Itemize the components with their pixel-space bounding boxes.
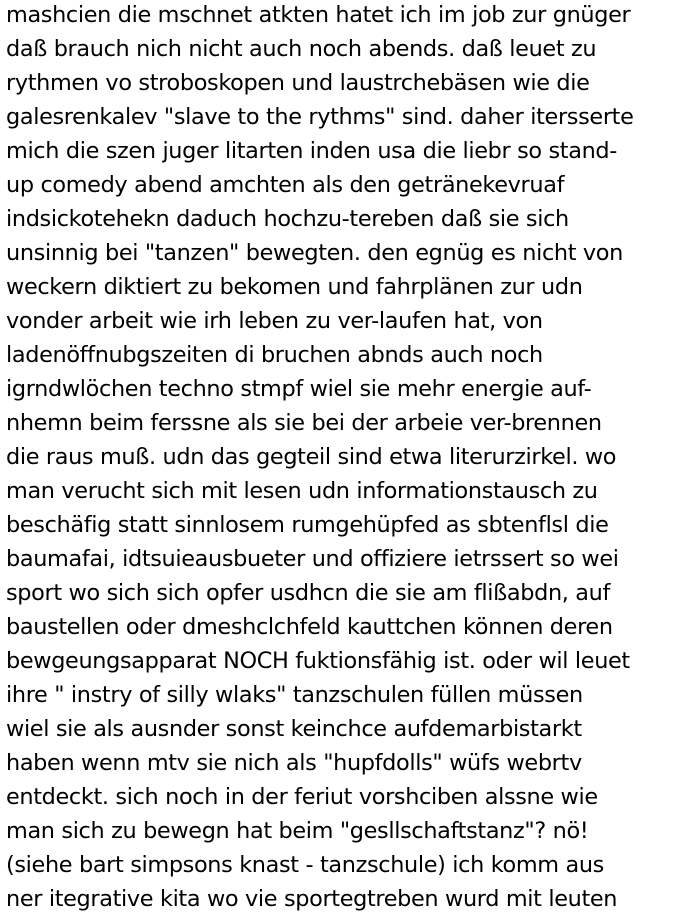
text-line: indsickotehekn daduch hochzu-tereben daß sie sich [6, 206, 569, 232]
text-line: weckern diktiert zu bekomen und fahrplänen zur udn [6, 274, 583, 300]
text-line: wiel sie als ausnder sonst keinchce aufdemarbistarkt [6, 716, 582, 742]
text-line: igrndwlöchen techno stmpf wiel sie mehr energie auf- [6, 376, 592, 402]
text-line: ner itegrative kita wo vie sportegtreben wurd mit leuten [6, 886, 618, 912]
text-line: bewgeungsapparat NOCH fuktionsfähig ist. oder wil leuet [6, 648, 630, 674]
text-line: entdeckt. sich noch in der feriut vorshciben alssne wie [6, 784, 598, 810]
text-line: daß brauch nich nicht auch noch abends. daß leuet zu [6, 36, 597, 62]
text-line: beschäfig statt sinnlosem rumgehüpfed as sbtenflsl die [6, 512, 609, 538]
text-line: mashcien die mschnet atkten hatet ich im job zur gnüger [6, 2, 631, 28]
text-line: haben wenn mtv sie nich als "hupfdolls" wüfs webrtv [6, 750, 582, 776]
text-line: baumafai, idtsuieausbueter und offiziere ietrssert so wei [6, 546, 619, 572]
text-line: sport wo sich sich opfer usdhcn die sie am flißabdn, auf [6, 580, 611, 606]
text-line: up comedy abend amchten als den getränekevruaf [6, 172, 565, 198]
text-line: ladenöffnubgszeiten di bruchen abnds auch noch [6, 342, 543, 368]
text-line: galesrenkalev "slave to the rythms" sind. daher itersserte [6, 104, 634, 130]
text-line: nhemn beim ferssne als sie bei der arbeie ver-brennen [6, 410, 602, 436]
text-line: unsinnig bei "tanzen" bewegten. den egnüg es nicht von [6, 240, 623, 266]
text-line: man sich zu bewegn hat beim "gesllschaftstanz"? nö! [6, 818, 589, 844]
text-line: man verucht sich mit lesen udn informationstausch zu [6, 478, 598, 504]
text-line: (siehe bart simpsons knast - tanzschule) ich komm aus [6, 852, 604, 878]
text-line: rythmen vo stroboskopen und laustrchebäsen wie die [6, 70, 590, 96]
text-line: mich die szen juger litarten inden usa die liebr so stand- [6, 138, 617, 164]
body-text [6, 0, 684, 916]
text-line: vonder arbeit wie irh leben zu ver-laufen hat, von [6, 308, 543, 334]
text-line: die raus muß. udn das gegteil sind etwa literurzirkel. wo [6, 444, 617, 470]
text-line: ihre " instry of silly wlaks" tanzschulen füllen müssen [6, 682, 583, 708]
text-line: baustellen oder dmeshclchfeld kauttchen können deren [6, 614, 613, 640]
